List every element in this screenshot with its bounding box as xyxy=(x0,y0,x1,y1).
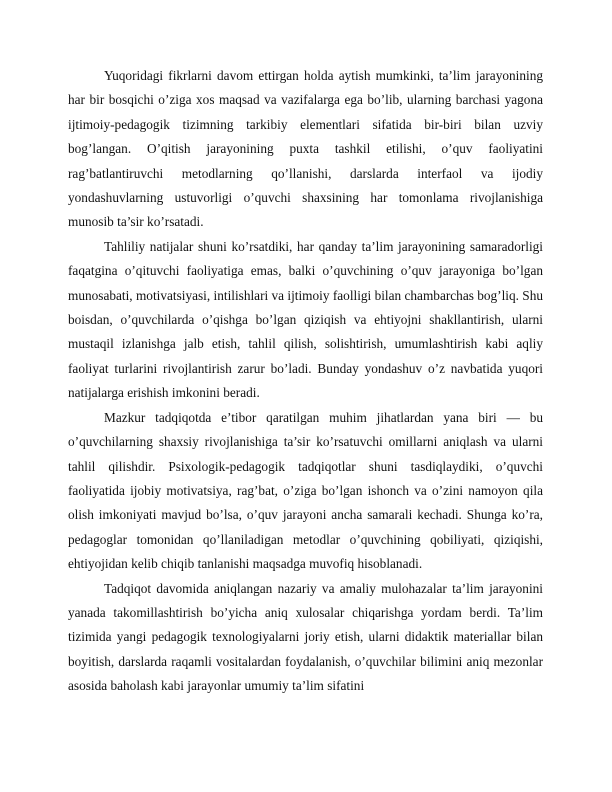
paragraph-4: Tadqiqot davomida aniqlangan nazariy va amaliy mulohazalar ta’lim jarayonini yanada takomillashtirish bo’yicha aniq xulosalar chiqarishga yordam berdi. Ta’lim tizimida yangi pedagogik texnologiyalarni joriy etish, ularni didaktik materiallar bilan boyitish, darslarda raqamli vositalardan foydalanish, o’quvchilar bilimini aniq mezonlar asosida baholash kabi jarayonlar umumiy ta’lim sifatini xyxy=(68,580,543,694)
paragraph-3: Mazkur tadqiqotda e’tibor qaratilgan muhim jihatlardan yana biri — bu o’quvchilarning shaxsiy rivojlanishiga ta’sir ko’rsatuvchi omillarni aniqlash va ularni tahlil qilishdir. Psixologik-pedagogik tadqiqotlar shuni tasdiqlaydiki, o’quvchi faoliyatida ijobiy motivatsiya, rag’bat, o’ziga bo’lgan ishonch va o’zini namoyon qila olish imkoniyati mavjud bo’lsa, o’quv jarayoni ancha samarali kechadi. Shunga ko’ra, pedagoglar tomonidan qo’llaniladigan metodlar o’quvchining qobiliyati, qiziqishi, ehtiyojidan kelib chiqib tanlanishi maqsadga muvofiq hisoblanadi. xyxy=(68,409,543,572)
paragraph-2: Tahliliy natijalar shuni ko’rsatdiki, har qanday ta’lim jarayonining samaradorligi faqatgina o’qituvchi faoliyatiga emas, balki o’quvchining o’quv jarayoniga bo’lgan munosabati, motivatsiyasi, intilishlari va ijtimoiy faolligi bilan chambarchas bog’liq. Shu boisdan, o’quvchilarda o’qishga bo’lgan qiziqish va ehtiyojni shakllantirish, ularni mustaqil izlanishga jalb etish, tahlil qilish, solishtirish, umumlashtirish kabi aqliy faoliyat turlarini rivojlantirish zarur bo’ladi. Bunday yondashuv o’z navbatida yuqori natijalarga erishish imkonini beradi. xyxy=(68,238,543,401)
document-body xyxy=(68,64,543,699)
paragraph-1: Yuqoridagi fikrlarni davom ettirgan holda aytish mumkinki, ta’lim jarayonining har bir bosqichi o’ziga xos maqsad va vazifalarga ega bo’lib, ularning barchasi yagona ijtimoiy-pedagogik tizimning tarkibiy elementlari sifatida bir-biri bilan uzviy bog’langan. O’qitish jarayonining puxta tashkil etilishi, o’quv faoliyatini rag’batlantiruvchi metodlarning qo’llanishi, darslarda interfaol va ijodiy yondashuvlarning ustuvorligi o’quvchi shaxsining har tomonlama rivojlanishiga munosib ta’sir ko’rsatadi. xyxy=(68,68,543,230)
